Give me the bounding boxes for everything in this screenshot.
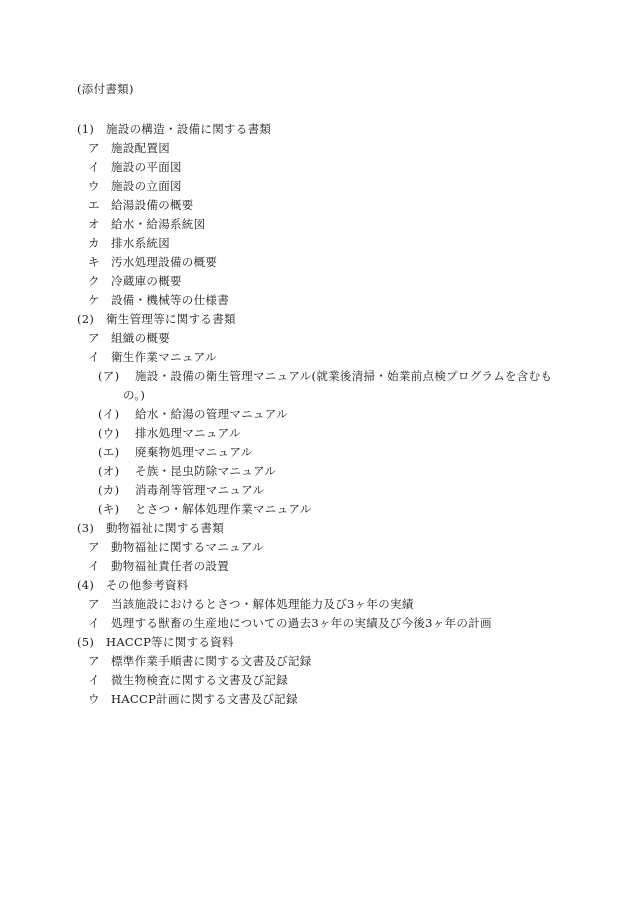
- section-number: (5): [77, 635, 95, 649]
- subitem-text-continuation: の。): [123, 388, 146, 402]
- section-number: (4): [77, 578, 95, 592]
- subitem-label: (ウ): [98, 426, 120, 440]
- item-text: 設備・機械等の仕様書: [111, 293, 229, 307]
- item-label: イ: [88, 673, 100, 687]
- subitem-text: 消毒剤等管理マニュアル: [135, 483, 265, 497]
- item-text: 給水・給湯系統図: [111, 217, 206, 231]
- item-label: イ: [88, 350, 100, 364]
- subitem-text: とさつ・解体処理作業マニュアル: [135, 502, 312, 516]
- item-label: ア: [88, 331, 100, 345]
- item-text: 排水系統図: [111, 236, 170, 250]
- item-text: 組織の概要: [111, 331, 170, 345]
- item-label: イ: [88, 160, 100, 174]
- subitem-label: (ア): [98, 369, 120, 383]
- item-label: キ: [88, 255, 100, 269]
- item-text: 標準作業手順書に関する文書及び記録: [111, 654, 312, 668]
- item-text: 冷蔵庫の概要: [111, 274, 182, 288]
- section-title: 動物福祉に関する書類: [106, 521, 224, 535]
- item-text: 衛生作業マニュアル: [111, 350, 217, 364]
- section-number: (2): [77, 312, 95, 326]
- item-text: 施設の平面図: [111, 160, 182, 174]
- item-label: ア: [88, 597, 100, 611]
- subitem-label: (イ): [98, 407, 120, 421]
- item-text: 施設の立面図: [111, 179, 182, 193]
- section-title: HACCP等に関する資料: [106, 635, 234, 649]
- item-label: カ: [88, 236, 100, 250]
- section-title: その他参考資料: [106, 578, 189, 592]
- attachment-heading: (添付書類): [77, 82, 134, 96]
- subitem-text: 廃棄物処理マニュアル: [135, 445, 253, 459]
- item-text: 動物福祉に関するマニュアル: [111, 540, 264, 554]
- subitem-label: (エ): [98, 445, 120, 459]
- item-text: HACCP計画に関する文書及び記録: [111, 692, 298, 706]
- item-text: 給湯設備の概要: [111, 198, 194, 212]
- item-label: ウ: [88, 692, 100, 706]
- item-label: エ: [88, 198, 100, 212]
- subitem-text: 排水処理マニュアル: [135, 426, 241, 440]
- subitem-label: (カ): [98, 483, 120, 497]
- item-text: 汚水処理設備の概要: [111, 255, 218, 269]
- item-text: 当該施設におけるとさつ・解体処理能力及び3ヶ年の実績: [111, 597, 414, 611]
- item-label: ウ: [88, 179, 100, 193]
- section-number: (1): [77, 122, 95, 136]
- section-title: 施設の構造・設備に関する書類: [106, 122, 272, 136]
- item-label: イ: [88, 559, 100, 573]
- section-title: 衛生管理等に関する書類: [106, 312, 236, 326]
- subitem-text: 施設・設備の衛生管理マニュアル(就業後清掃・始業前点検プログラムを含むも: [135, 369, 553, 383]
- item-label: ケ: [88, 293, 100, 307]
- item-label: ク: [88, 274, 100, 288]
- item-label: ア: [88, 654, 100, 668]
- subitem-text: そ族・昆虫防除マニュアル: [135, 464, 277, 478]
- item-text: 施設配置図: [111, 141, 170, 155]
- section-number: (3): [77, 521, 95, 535]
- item-label: ア: [88, 540, 100, 554]
- subitem-label: (オ): [98, 464, 120, 478]
- item-text: 動物福祉責任者の設置: [111, 559, 229, 573]
- item-label: オ: [88, 217, 100, 231]
- item-text: 処理する獣畜の生産地についての過去3ヶ年の実績及び今後3ヶ年の計画: [111, 616, 492, 630]
- item-label: イ: [88, 616, 100, 630]
- subitem-text: 給水・給湯の管理マニュアル: [135, 407, 288, 421]
- subitem-label: (キ): [98, 502, 120, 516]
- item-label: ア: [88, 141, 100, 155]
- item-text: 微生物検査に関する文書及び記録: [111, 673, 288, 687]
